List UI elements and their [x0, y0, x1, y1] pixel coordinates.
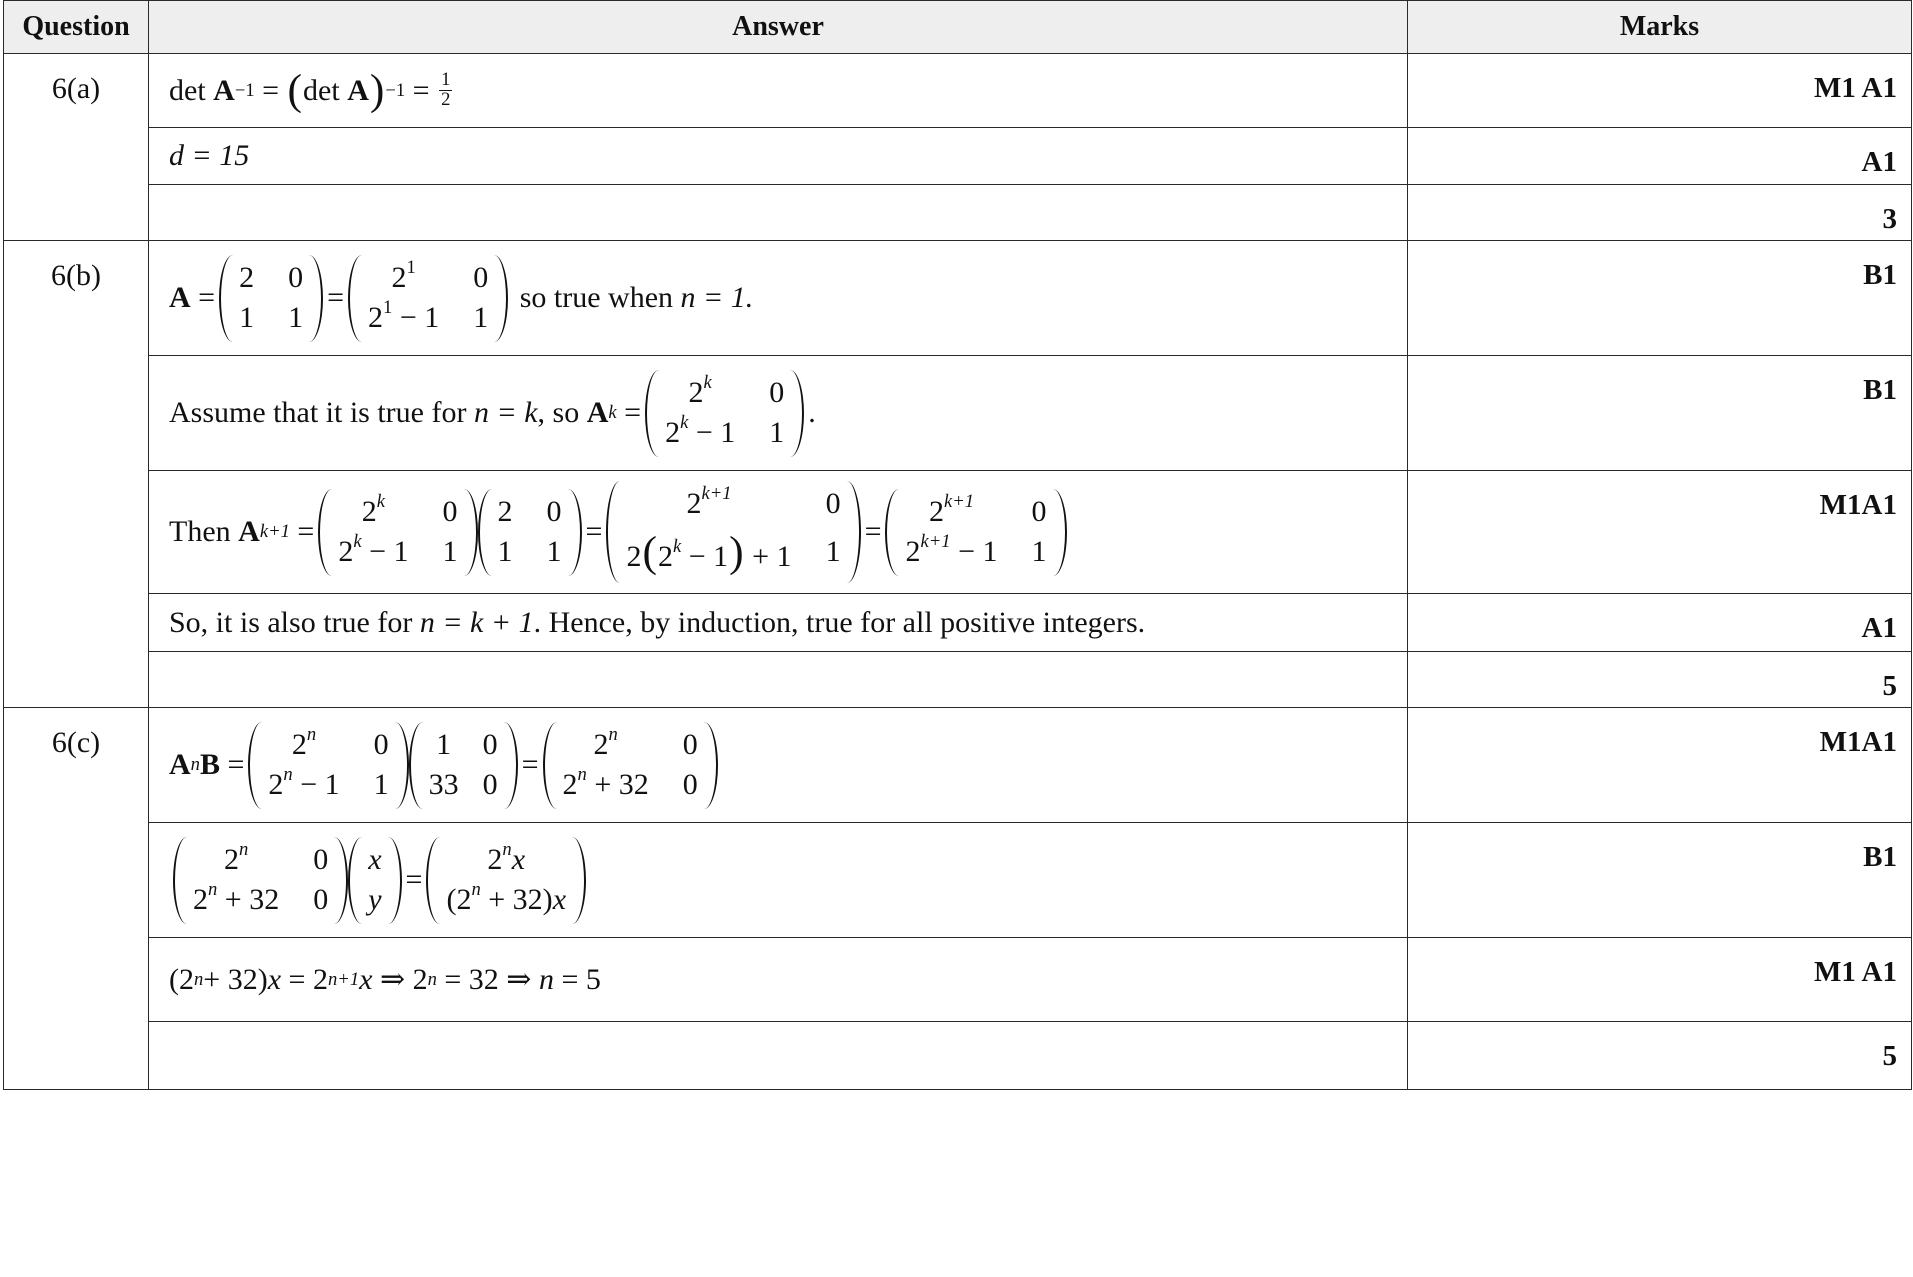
vector-xy: x y: [348, 837, 401, 924]
q6b-row-2: [4, 356, 1912, 471]
matrix-A-power-form: $2^1$ 0 $2^1 - 1$ 1: [348, 255, 508, 342]
mark-scheme-table: [3, 0, 1912, 1090]
det-inverse-expression: det A −1 = ( det A ) −1 = $\frac{1}{2}$: [169, 65, 451, 114]
base-case-n: n = 1.: [680, 281, 754, 314]
q6c-row-2: [4, 823, 1912, 938]
q6c-answer-1: A n B = $2^n$ 0 $2^n - 1$ 1 1 0 33 0 = $2^n$ 0 $2^n + 32$ 0: [149, 708, 1408, 823]
q6c-total: 5: [1408, 1022, 1912, 1090]
q6c-marks-2: B1: [1408, 823, 1912, 938]
matrix-A-n: 2$^n$ 0 $2^n - 1$ 1: [248, 722, 408, 809]
matrix-AnB: 2$^n$ 0 $2^n + 32$ 0: [543, 722, 718, 809]
assume-text: Assume that it is true for: [169, 396, 467, 429]
q6a-answer-blank: [149, 185, 1408, 241]
header-question: Question: [4, 1, 149, 54]
matrix-A-step: 2 0 1 1: [478, 489, 582, 576]
then-text: Then: [169, 515, 231, 548]
q6c-answer-3: [149, 938, 1408, 1022]
q6b-answer-2: Assume that it is true for n = k , so A k = $2^k$ 0 $2^k - 1$ 1 .: [149, 356, 1408, 471]
q6c-marks-3: M1 A1: [1408, 938, 1912, 1022]
conclusion-suffix: . Hence, by induction, true for all positive integers.: [533, 605, 1146, 639]
header-row: [4, 1, 1912, 54]
q6b-answer-3: Then A k+1 = $2^k$ 0 $2^k - 1$ 1 2 0 1 1 = $2^{k+1}$ 0 $2(2^k - 1) + 1$ 1 = $2^{k+1}$ 0 $2^{k+1} - 1$ 1: [149, 471, 1408, 594]
matrix-A: 2 0 1 1: [219, 255, 323, 342]
matrix-A-k-step: 2$^k$ 0 $2^k - 1$ 1: [318, 489, 477, 576]
q6a-row-1: [4, 54, 1912, 128]
question-label-6a: 6(a): [4, 54, 149, 241]
q6b-marks-1: B1: [1408, 241, 1912, 356]
q6b-row-4: [4, 594, 1912, 652]
q6c-marks-1: M1A1: [1408, 708, 1912, 823]
q6c-row-3: [4, 938, 1912, 1022]
q6a-answer-2: [149, 128, 1408, 185]
q6a-marks-1: M1 A1: [1408, 54, 1912, 128]
q6b-answer-1: A = 2 0 1 1 = $2^1$ 0 $2^1 - 1$ 1 so true when n = 1.: [149, 241, 1408, 356]
q6c-answer-2: 2$^n$ 0 $2^n + 32$ 0 x y = $2^nx$ $(2^n + 32)x$: [149, 823, 1408, 938]
assume-so: , so: [537, 396, 580, 429]
matrix-B: 1 0 33 0: [409, 722, 518, 809]
q6c-total-row: [4, 1022, 1912, 1090]
matrix-product-expanded: $2^{k+1}$ 0 $2(2^k - 1) + 1$ 1: [606, 481, 860, 584]
q6b-answer-4: [149, 594, 1408, 652]
solve-n-equation: (2 n + 32) x = 2 n+1 x ⇒ 2 n = 32 ⇒ n = 5: [169, 962, 601, 996]
q6a-total: 3: [1408, 185, 1912, 241]
conclusion-n: n = k + 1: [419, 605, 534, 639]
q6b-total: 5: [1408, 652, 1912, 708]
A-power-k: A k =: [586, 396, 642, 429]
matrix-A-k: 2$^k$ 0 $2^k - 1$ 1: [645, 370, 804, 457]
conclusion-prefix: So, it is also true for: [169, 605, 413, 639]
d-value: d = 15: [169, 139, 250, 172]
assume-nk: n = k: [473, 396, 538, 429]
q6b-marks-2: B1: [1408, 356, 1912, 471]
q6a-total-row: [4, 185, 1912, 241]
AnB-symbol: A n B =: [169, 748, 245, 781]
question-label-6c: 6(c): [4, 708, 149, 1090]
header-answer: Answer: [149, 1, 1408, 54]
matrix-A-k-plus-1: $2^{k+1}$ 0 $2^{k+1} - 1$ 1: [885, 489, 1066, 576]
q6b-row-1: [4, 241, 1912, 356]
q6b-row-3: [4, 471, 1912, 594]
q6c-answer-blank: [149, 1022, 1408, 1090]
question-label-6b: 6(b): [4, 241, 149, 708]
base-case-text: so true when: [519, 281, 674, 314]
q6a-answer-1: [149, 54, 1408, 128]
q6b-marks-4: A1: [1408, 594, 1912, 652]
A-power-k-plus-1: A k+1 =: [238, 515, 315, 548]
header-marks: Marks: [1408, 1, 1912, 54]
q6a-row-2: [4, 128, 1912, 185]
q6c-row-1: [4, 708, 1912, 823]
q6b-total-row: [4, 652, 1912, 708]
q6b-marks-3: M1A1: [1408, 471, 1912, 594]
vector-result: 2$^n$x $(2^n + 32)x$: [426, 837, 586, 924]
q6b-answer-blank: [149, 652, 1408, 708]
matrix-AnB-left: 2$^n$ 0 $2^n + 32$ 0: [173, 837, 348, 924]
q6a-marks-2: A1: [1408, 128, 1912, 185]
matrix-A-symbol: A: [169, 281, 191, 314]
